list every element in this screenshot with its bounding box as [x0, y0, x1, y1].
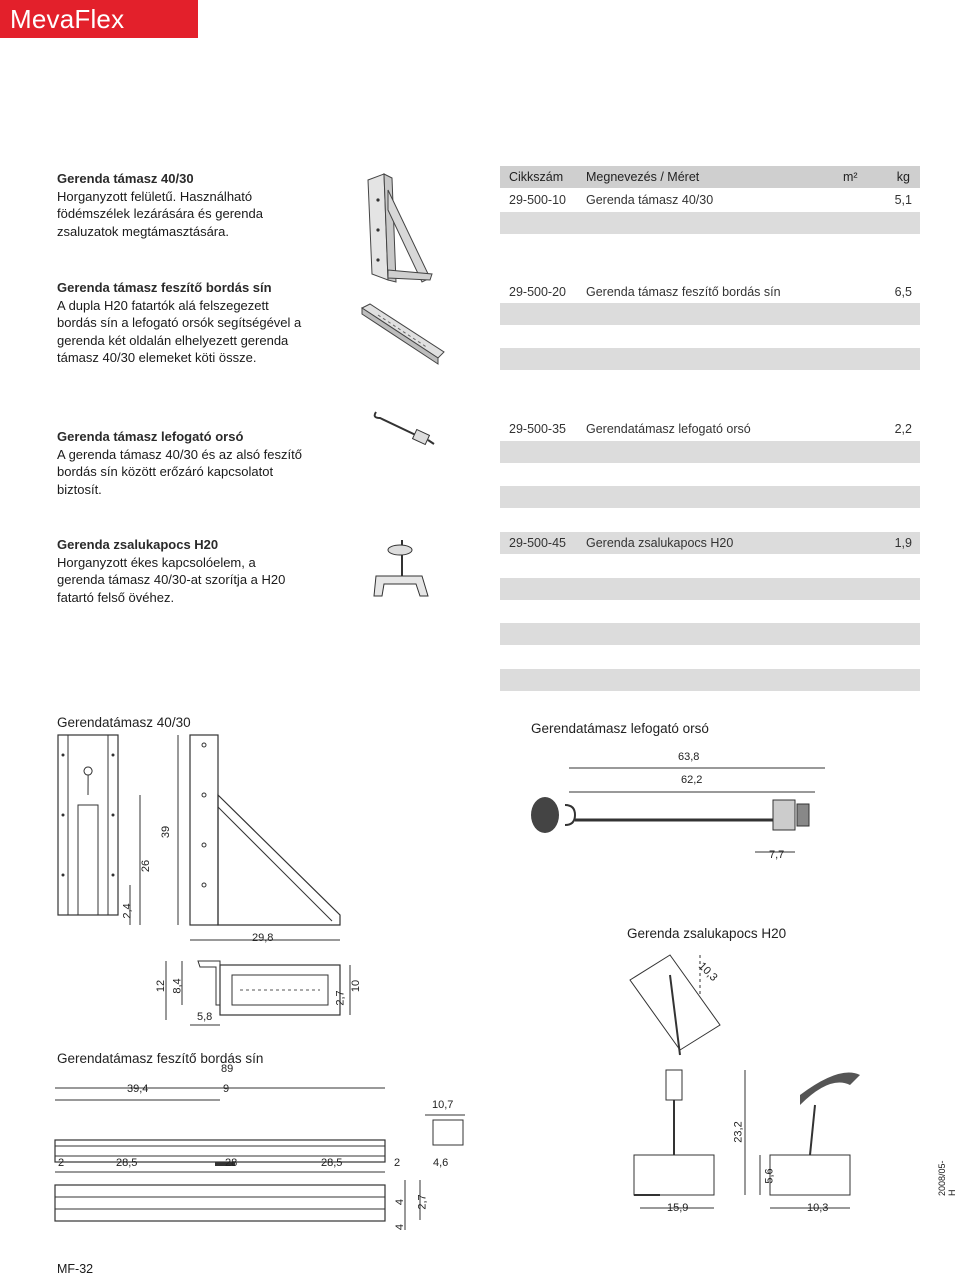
dim-label: 4,6: [433, 1157, 449, 1169]
product-description-4: [57, 536, 307, 606]
table-row-empty: [500, 212, 920, 234]
row-kg: 6,5: [894, 285, 912, 299]
table-row: [500, 281, 920, 303]
product-text: A gerenda támasz 40/30 és az alsó feszítő bordás sín között erőzáró kapcsolatot biztosít.: [57, 446, 302, 497]
tension-rail-thumbnail: [358, 300, 448, 370]
beam-support-drawing: [50, 735, 363, 1035]
dim-label: 63,8: [678, 751, 700, 763]
table-row-empty: [500, 486, 920, 508]
dim-label: 2: [394, 1157, 401, 1169]
dim-label: 23,2: [732, 1121, 745, 1143]
dim-label: 28: [225, 1157, 238, 1169]
table-row-empty: [500, 578, 920, 600]
table-row-empty: [500, 623, 920, 645]
document-code: 2008/05-H: [937, 1160, 957, 1196]
dim-label: 39: [160, 825, 173, 839]
drawing-title-tension-rail: Gerendatámasz feszítő bordás sín: [57, 1051, 264, 1066]
table-header: [500, 166, 920, 188]
dim-label: 10,7: [432, 1099, 454, 1111]
dim-label: 15,9: [667, 1202, 689, 1214]
dim-label: 4: [394, 1198, 407, 1206]
product-description-3: [57, 428, 307, 498]
dim-label: 28,5: [116, 1157, 138, 1169]
product-title: Gerenda zsalukapocs H20: [57, 537, 219, 552]
header-kg: kg: [896, 170, 910, 184]
header-code: Cikkszám: [509, 170, 564, 184]
dim-label: 89: [221, 1063, 234, 1075]
row-name: Gerenda zsalukapocs H20: [586, 536, 734, 550]
product-text: Horganyzott felületű. Használható födémszélek lezárására és gerenda zsaluzatok megtámasztására.: [57, 188, 263, 239]
clamping-spindle-thumbnail: [372, 408, 442, 448]
dim-label: 26: [140, 859, 153, 873]
dim-label: 2: [58, 1157, 65, 1169]
drawing-title-formwork-clamp: Gerenda zsalukapocs H20: [627, 926, 787, 941]
table-row-empty: [500, 348, 920, 370]
product-description-2: [57, 279, 307, 367]
dim-label: 9: [223, 1083, 230, 1095]
dim-label: 4: [394, 1223, 407, 1231]
row-name: Gerenda támasz 40/30: [586, 193, 714, 207]
row-kg: 2,2: [894, 422, 912, 436]
dim-label: 10,3: [695, 960, 720, 984]
dim-label: 2,4: [121, 903, 134, 919]
dim-label: 39,4: [127, 1083, 149, 1095]
table-row: [500, 532, 920, 554]
header-m2: m²: [843, 170, 858, 184]
dim-label: 8,4: [171, 978, 184, 994]
row-name: Gerendatámasz lefogató orsó: [586, 422, 751, 436]
dim-label: 62,2: [681, 774, 703, 786]
dim-label: 28,5: [321, 1157, 343, 1169]
row-kg: 1,9: [894, 536, 912, 550]
row-code: 29-500-35: [509, 422, 566, 436]
table-row: [500, 189, 920, 211]
row-kg: 5,1: [894, 193, 912, 207]
dim-label: 2,7: [416, 1194, 429, 1210]
brand-logo: MevaFlex: [0, 0, 198, 38]
formwork-clamp-thumbnail: [372, 536, 442, 606]
beam-support-thumbnail: [360, 170, 440, 290]
dim-label: 2,7: [334, 990, 347, 1006]
product-text: Horganyzott ékes kapcsolóelem, a gerenda támasz 40/30-at szorítja a H20 fatartó felső övéhez.: [57, 554, 286, 605]
dim-label: 29,8: [252, 932, 274, 944]
drawing-title-clamping-spindle: Gerendatámasz lefogató orsó: [531, 721, 709, 736]
row-code: 29-500-10: [509, 193, 566, 207]
page-number: MF-32: [57, 1262, 94, 1276]
dim-label: 10,3: [807, 1202, 829, 1214]
table-row-empty: [500, 441, 920, 463]
product-title: Gerenda támasz 40/30: [57, 171, 194, 186]
table-row: [500, 418, 920, 440]
product-description-1: [57, 170, 307, 240]
row-code: 29-500-45: [509, 536, 566, 550]
clamping-spindle-drawing: [515, 760, 835, 860]
dim-label: 5,6: [763, 1168, 776, 1184]
dim-label: 5,8: [197, 1011, 213, 1023]
dim-label: 12: [155, 979, 168, 993]
product-text: A dupla H20 fatartók alá felszegezett bordás sín a lefogató orsók segítségével a gerenda két oldalán elhelyezett gerenda támasz 40/30 elemeket köti össze.: [57, 297, 302, 365]
header-name: Megnevezés / Méret: [586, 170, 700, 184]
product-title: Gerenda támasz feszítő bordás sín: [57, 280, 272, 295]
row-code: 29-500-20: [509, 285, 566, 299]
drawing-title-beam-support: Gerendatámasz 40/30: [57, 715, 191, 730]
row-name: Gerenda támasz feszítő bordás sín: [586, 285, 781, 299]
product-title: Gerenda támasz lefogató orsó: [57, 429, 244, 444]
table-row-empty: [500, 303, 920, 325]
formwork-clamp-drawing: [620, 955, 880, 1225]
table-row-empty: [500, 669, 920, 691]
dim-label: 10: [350, 979, 363, 993]
dim-label: 7,7: [769, 849, 785, 861]
